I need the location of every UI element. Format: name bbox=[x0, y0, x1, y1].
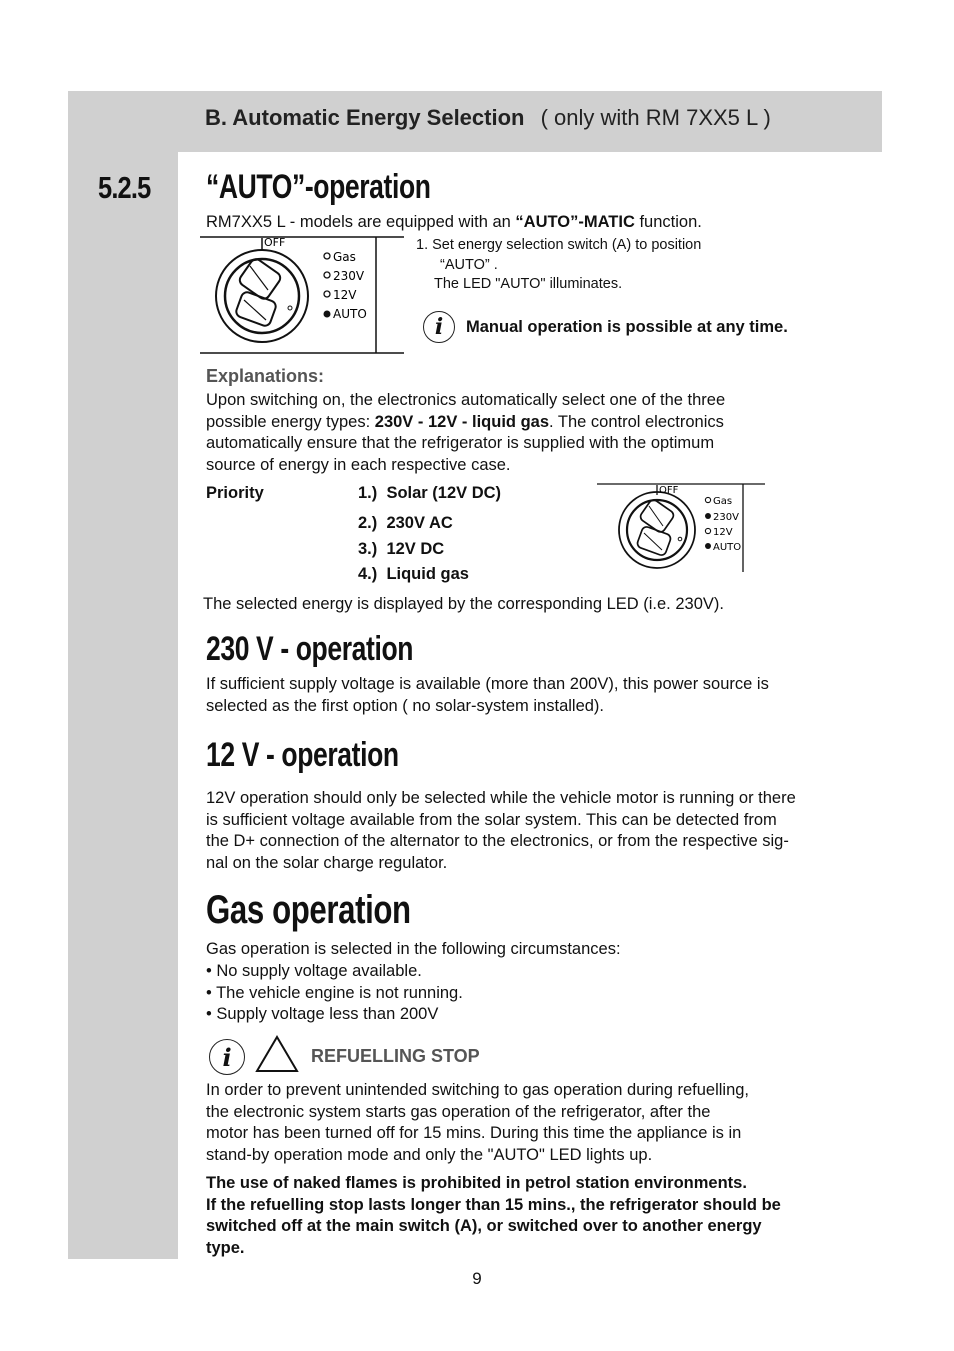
explanations-line: Upon switching on, the electronics automatically select one of the three bbox=[206, 391, 726, 409]
control-panel-diagram-auto bbox=[200, 234, 406, 356]
warning-triangle-icon bbox=[254, 1034, 300, 1074]
auto-intro-post: function. bbox=[639, 213, 702, 231]
refuelling-stop-heading: REFUELLING STOP bbox=[311, 1046, 480, 1066]
header-title bbox=[205, 105, 771, 131]
auto-intro-text: RM7XX5 L - models are equipped with an bbox=[206, 213, 511, 231]
explanations-l2-pre: possible energy types: bbox=[206, 412, 371, 431]
text-line: stand-by operation mode and only the "AUTO" LED lights up. bbox=[206, 1145, 653, 1164]
panel-12v-label: 12V bbox=[333, 288, 357, 302]
priority-item-num: 4.) bbox=[358, 565, 378, 583]
explanations-heading: Explanations: bbox=[206, 366, 325, 386]
list-item-text: The vehicle engine is not running. bbox=[216, 983, 463, 1002]
auto-step1 bbox=[416, 236, 701, 295]
auto-operation-heading: “AUTO”-operation bbox=[206, 168, 431, 206]
text-line: 12V operation should only be selected while the vehicle motor is running or there bbox=[206, 789, 796, 807]
explanations-line: source of energy in each respective case. bbox=[206, 455, 511, 474]
priority-item-text: Solar (12V DC) bbox=[386, 484, 502, 502]
priority-item-num: 3.) bbox=[358, 540, 378, 558]
text-line: In order to prevent unintended switching to gas operation during refuelling, bbox=[206, 1081, 750, 1099]
auto-intro bbox=[206, 212, 702, 234]
panel-auto-label: AUTO bbox=[333, 307, 367, 321]
priority-note: The selected energy is displayed by the corresponding LED (i.e. 230V). bbox=[203, 595, 724, 613]
panel2-auto-label: AUTO bbox=[713, 542, 742, 553]
priority-item-text: 12V DC bbox=[386, 540, 445, 558]
control-panel-diagram-230v bbox=[597, 482, 767, 576]
priority-item-num: 2.) bbox=[358, 514, 378, 532]
info-icon: i bbox=[423, 311, 455, 343]
panel-off-label: OFF bbox=[264, 236, 286, 249]
text-line: is sufficient voltage available from the solar system. This can be detected from bbox=[206, 810, 777, 829]
12v-operation-text bbox=[206, 788, 796, 874]
explanations-line bbox=[206, 412, 725, 434]
header-title-main: B. Automatic Energy Selection bbox=[205, 105, 525, 130]
auto-step1-line1: 1. Set energy selection switch (A) to position bbox=[416, 237, 702, 253]
warning-line: If the refuelling stop lasts longer than 15 mins., the refrigerator should be bbox=[206, 1195, 781, 1214]
info-icon: i bbox=[209, 1039, 245, 1075]
priority-item-num: 1.) bbox=[358, 484, 378, 502]
panel2-230v-label: 230V bbox=[713, 512, 739, 523]
list-item-text: Supply voltage less than 200V bbox=[216, 1005, 439, 1023]
auto-step1-line2: “AUTO” . bbox=[440, 256, 498, 273]
priority-item bbox=[358, 540, 444, 559]
text-line: motor has been turned off for 15 mins. During this time the appliance is in bbox=[206, 1124, 742, 1142]
refuelling-text bbox=[206, 1080, 749, 1166]
explanations-l2-bold: 230V - 12V - liquid gas bbox=[374, 412, 550, 431]
panel-gas-label: Gas bbox=[333, 250, 356, 264]
text-line: the D+ connection of the alternator to the electronics, or from the respective sig- bbox=[206, 832, 789, 850]
info-note-manual: Manual operation is possible at any time. bbox=[466, 318, 788, 336]
priority-label: Priority bbox=[206, 484, 264, 502]
text-line: If sufficient supply voltage is available (more than 200V), this power source is bbox=[206, 675, 769, 693]
text-line: nal on the solar charge regulator. bbox=[206, 853, 448, 872]
warning-line: The use of naked flames is prohibited in petrol station environments. bbox=[206, 1174, 747, 1192]
refuelling-warning bbox=[206, 1173, 781, 1259]
list-item: • No supply voltage available. bbox=[206, 962, 422, 980]
230v-operation-heading: 230 V - operation bbox=[206, 630, 414, 668]
explanations-text bbox=[206, 390, 725, 476]
230v-operation-text bbox=[206, 674, 769, 717]
explanations-l2-post: . The control electronics bbox=[549, 412, 724, 431]
explanations-line: automatically ensure that the refrigerator is supplied with the optimum bbox=[206, 434, 715, 452]
panel2-12v-label: 12V bbox=[713, 527, 733, 538]
priority-item-text: 230V AC bbox=[386, 514, 453, 532]
priority-item-text: Liquid gas bbox=[386, 565, 469, 583]
priority-item bbox=[358, 484, 501, 503]
list-item: • Supply voltage less than 200V bbox=[206, 1005, 439, 1023]
list-item-text: No supply voltage available. bbox=[216, 962, 422, 980]
gas-operation-heading: Gas operation bbox=[206, 888, 411, 932]
panel2-gas-label: Gas bbox=[713, 496, 733, 507]
gas-bullet-list bbox=[206, 961, 463, 1026]
section-number: 5.2.5 bbox=[98, 170, 151, 205]
text-line: the electronic system starts gas operation of the refrigerator, after the bbox=[206, 1102, 711, 1121]
panel2-off-label: OFF bbox=[659, 485, 679, 496]
auto-step1-line3: The LED "AUTO" illuminates. bbox=[434, 276, 623, 292]
gas-operation-intro: Gas operation is selected in the following circumstances: bbox=[206, 940, 621, 958]
panel-230v-label: 230V bbox=[333, 269, 365, 283]
header-subtitle: ( only with RM 7XX5 L ) bbox=[540, 105, 771, 130]
priority-item bbox=[358, 565, 469, 584]
warning-line: switched off at the main switch (A), or switched over to another energy bbox=[206, 1217, 762, 1235]
text-line: selected as the first option ( no solar-system installed). bbox=[206, 696, 605, 715]
left-sidebar-bar bbox=[68, 91, 178, 1259]
priority-item bbox=[358, 514, 453, 533]
list-item: • The vehicle engine is not running. bbox=[206, 983, 463, 1002]
auto-intro-bold: “AUTO”-MATIC bbox=[515, 213, 635, 231]
warning-line: type. bbox=[206, 1238, 245, 1257]
12v-operation-heading: 12 V - operation bbox=[206, 736, 399, 774]
page-number: 9 bbox=[472, 1269, 482, 1288]
